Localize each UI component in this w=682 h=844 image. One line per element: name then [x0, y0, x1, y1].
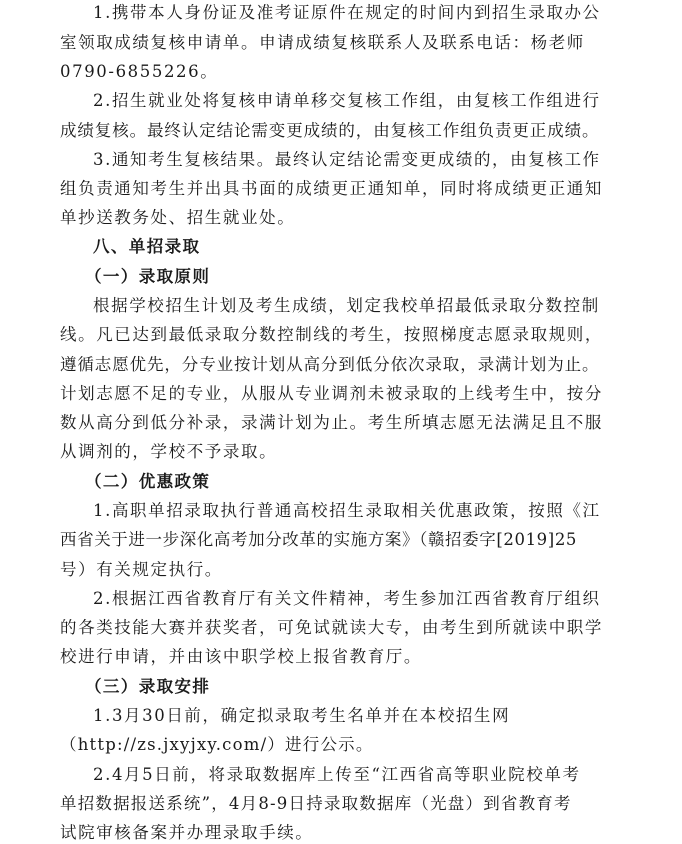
paragraph-line-4-5: 数从高分到低分补录，录满计划为止。考生所填志愿无法满足且不服: [60, 413, 603, 432]
section-heading-8: 八、单招录取: [93, 237, 201, 256]
paragraph-line-2-1: 2.招生就业处将复核申请单移交复核工作组，由复核工作组进行: [93, 91, 601, 110]
paragraph-line-4-6: 从调剂的，学校不予录取。: [60, 442, 278, 461]
paragraph-line-5-1: 1.高职单招录取执行普通高校招生录取相关优惠政策，按照《江: [93, 501, 601, 520]
paragraph-line-3-3: 单抄送教务处、招生就业处。: [60, 208, 296, 227]
paragraph-line-8-3: 试院审核备案并办理录取手续。: [60, 823, 314, 842]
paragraph-line-4-3: 遵循志愿优先，分专业按计划从高分到低分依次录取，录满计划为止。: [60, 355, 600, 374]
paragraph-line-4-4: 计划志愿不足的专业，从服从专业调剂未被录取的上线考生中，按分: [60, 384, 603, 403]
paragraph-line-5-3: 号）有关规定执行。: [60, 560, 223, 579]
paragraph-line-3-2: 组负责通知考生并出具书面的成绩更正通知单，同时将成绩更正通知: [60, 179, 603, 198]
paragraph-line-6-1: 2.根据江西省教育厅有关文件精神，考生参加江西省教育厅组织: [93, 589, 601, 608]
subsection-heading-2: （二）优惠政策: [85, 472, 211, 491]
paragraph-line-1-2: 室领取成绩复核申请单。申请成绩复核联系人及联系电话：杨老师: [60, 33, 585, 52]
paragraph-line-5-2: 西省关于进一步深化高考加分改革的实施方案》（赣招委字[2019]25: [60, 530, 578, 549]
paragraph-line-6-2: 的各类技能大赛并获奖者，可免试就读大专，由考生到所就读中职学: [60, 618, 603, 637]
subsection-heading-3: （三）录取安排: [85, 677, 211, 696]
paragraph-line-7-2: （http://zs.jxyjxy.com/）进行公示。: [60, 735, 374, 754]
paragraph-line-4-1: 根据学校招生计划及考生成绩，划定我校单招最低录取分数控制: [93, 296, 600, 315]
subsection-heading-1: （一）录取原则: [85, 267, 211, 286]
paragraph-line-8-2: 单招数据报送系统”，4月8-9日持录取数据库（光盘）到省教育考: [60, 794, 572, 813]
paragraph-line-1-1: 1.携带本人身份证及准考证原件在规定的时间内到招生录取办公: [93, 3, 601, 22]
paragraph-line-8-1: 2.4月5日前，将录取数据库上传至“江西省高等职业院校单考: [93, 765, 581, 784]
paragraph-line-2-2: 成绩复核。最终认定结论需变更成绩的，由复核工作组负责更正成绩。: [60, 121, 600, 140]
paragraph-line-1-3: 0790-6855226。: [60, 62, 219, 81]
paragraph-line-3-1: 3.通知考生复核结果。最终认定结论需变更成绩的，由复核工作: [93, 150, 601, 169]
paragraph-line-4-2: 线。凡已达到最低录取分数控制线的考生，按照梯度志愿录取规则，: [60, 325, 603, 344]
paragraph-line-6-3: 校进行申请，并由该中职学校上报省教育厅。: [60, 647, 422, 666]
paragraph-line-7-1: 1.3月30日前，确定拟录取考生名单并在本校招生网: [93, 706, 511, 725]
